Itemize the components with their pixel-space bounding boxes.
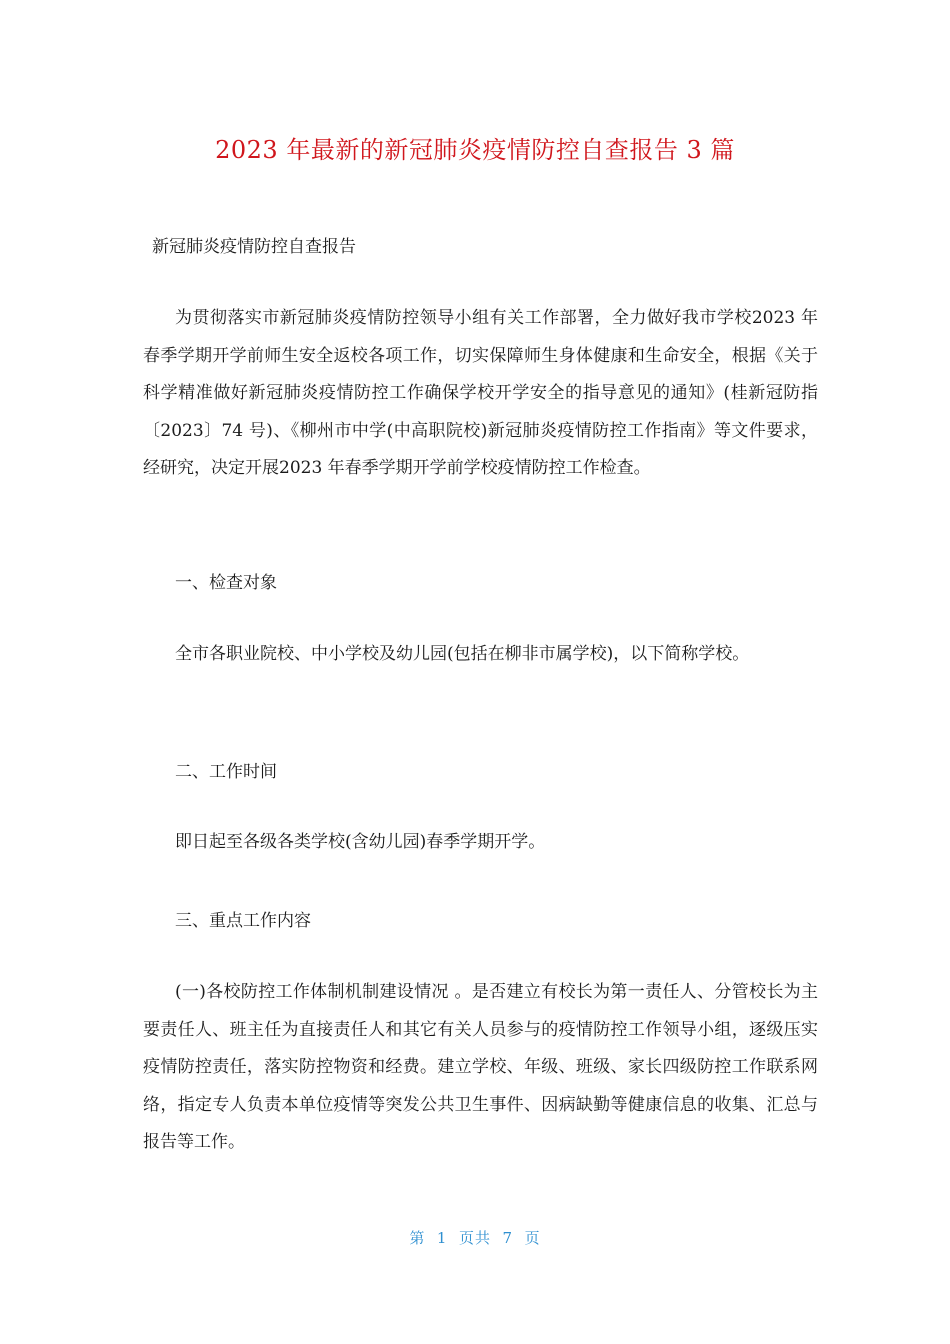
section-body-1: 全市各职业院校、中小学校及幼儿园(包括在柳非市属学校)，以下简称学校。 <box>175 644 750 664</box>
section-body-3: (一)各校防控工作体制机制建设情况 。是否建立有校长为第一责任人、分管校长为主要责任人、班主任为直接责任人和其它有关人员参与的疫情防控工作领导小组，逐级压实疫情防控责任，落实防控物资和经费。建立学校、年级、班级、家长四级防控工作联系网络，指定专人负责本单位疫情等突发公共卫生事件、因病缺勤等健康信息的收集、汇总与报告等工作。 <box>143 982 818 1152</box>
section-heading-3: 三、重点工作内容 <box>175 911 311 931</box>
document-subtitle: 新冠肺炎疫情防控自查报告 <box>152 237 356 257</box>
intro-paragraph: 为贯彻落实市新冠肺炎疫情防控领导小组有关工作部署，全力做好我市学校2023 年春季学期开学前师生安全返校各项工作，切实保障师生身体健康和生命安全，根据《关于科学精准做好新冠肺炎疫情防控工作确保学校开学安全的指导意见的通知》(桂新冠防指〔2023〕74 号)、《柳州市中学(中高职院校)新冠肺炎疫情防控工作指南》等文件要求，经研究，决定开展2023 年春季学期开学前学校疫情防控工作检查。 <box>143 308 818 478</box>
page-number-footer: 第 1 页共 7 页 <box>409 1229 541 1247</box>
section-body-2: 即日起至各级各类学校(含幼儿园)春季学期开学。 <box>175 832 546 852</box>
document-title: 2023 年最新的新冠肺炎疫情防控自查报告 3 篇 <box>215 136 735 164</box>
section-heading-1: 一、检查对象 <box>175 573 277 593</box>
section-heading-2: 二、工作时间 <box>175 762 277 782</box>
